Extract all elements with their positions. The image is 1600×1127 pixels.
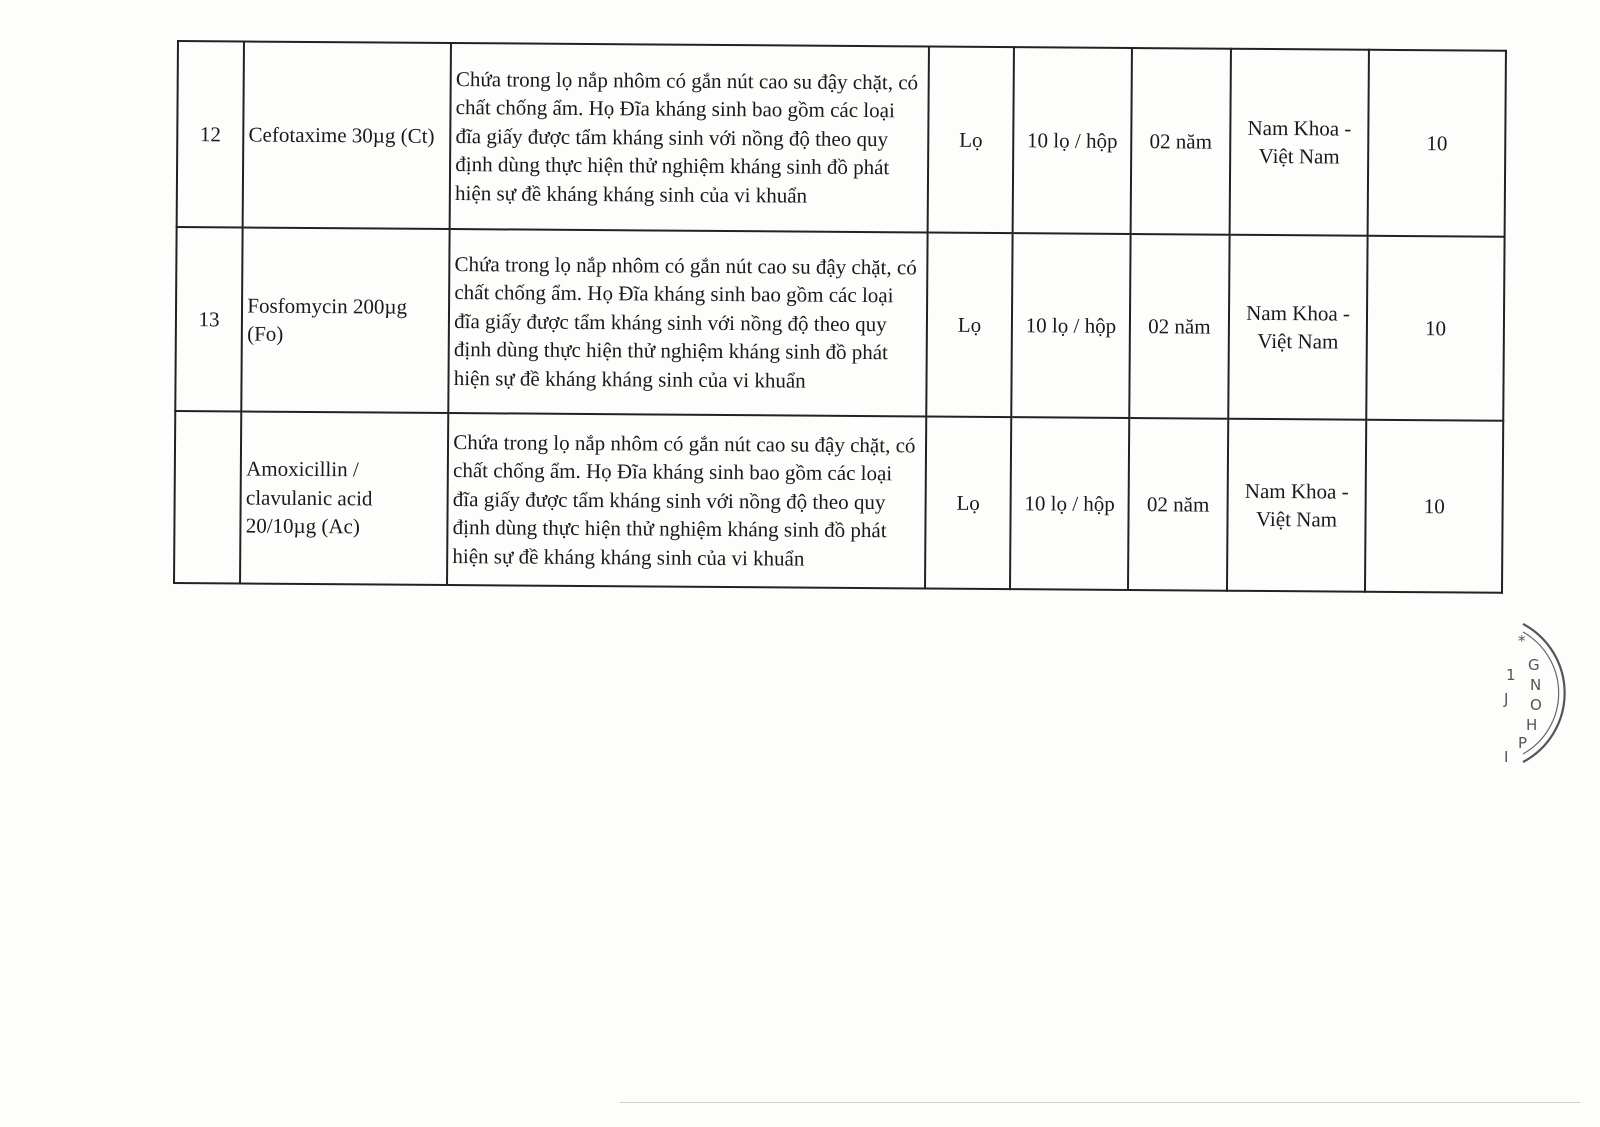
- product-table: [173, 40, 1507, 594]
- scan-edge-line: [620, 1102, 1580, 1103]
- table-row: [174, 411, 1503, 593]
- product-name: Amoxicillin / clavulanic acid 20/10µg (Ac): [240, 411, 448, 585]
- shelf-life: 02 năm: [1128, 418, 1228, 591]
- product-description: Chứa trong lọ nắp nhôm có gắn nút cao su đậy chặt, có chất chống ẩm. Họ Đĩa kháng sinh bao gồm các loại đĩa giấy được tẩm kháng sinh với nồng độ theo quy định dùng thực hiện thử nghiệm kháng sinh đồ phát hiện sự đề kháng kháng sinh của vi khuẩn: [450, 43, 930, 233]
- shelf-life: 02 năm: [1131, 48, 1231, 235]
- packing: 10 lọ / hộp: [1012, 47, 1132, 234]
- packing: 10 lọ / hộp: [1010, 417, 1130, 590]
- table-row: [175, 227, 1504, 421]
- origin: Nam Khoa - Việt Nam: [1228, 235, 1368, 420]
- row-number: [174, 411, 242, 583]
- stamp-text: * G N O H P I 1 J: [1504, 632, 1542, 766]
- quantity: 10: [1367, 236, 1505, 421]
- unit: Lọ: [925, 417, 1011, 590]
- official-stamp: [1490, 612, 1600, 772]
- origin: Nam Khoa - Việt Nam: [1229, 49, 1369, 236]
- row-number: 12: [177, 41, 245, 227]
- row-number: 13: [175, 227, 243, 411]
- unit: Lọ: [928, 47, 1014, 234]
- table-row: [177, 41, 1506, 237]
- quantity: 10: [1368, 50, 1506, 237]
- quantity: 10: [1365, 420, 1503, 593]
- origin: Nam Khoa - Việt Nam: [1227, 419, 1367, 592]
- shelf-life: 02 năm: [1130, 234, 1230, 419]
- product-name: Fosfomycin 200µg (Fo): [242, 227, 450, 413]
- product-description: Chứa trong lọ nắp nhôm có gắn nút cao su đậy chặt, có chất chống ẩm. Họ Đĩa kháng sinh bao gồm các loại đĩa giấy được tẩm kháng sinh với nồng độ theo quy định dùng thực hiện thử nghiệm kháng sinh đồ phát hiện sự đề kháng kháng sinh của vi khuẩn: [448, 229, 927, 417]
- product-description: Chứa trong lọ nắp nhôm có gắn nút cao su đậy chặt, có chất chống ẩm. Họ Đĩa kháng sinh bao gồm các loại đĩa giấy được tẩm kháng sinh với nồng độ theo quy định dùng thực hiện thử nghiệm kháng sinh đồ phát hiện sự đề kháng kháng sinh của vi khuẩn: [447, 413, 926, 589]
- product-name: Cefotaxime 30µg (Ct): [243, 41, 451, 229]
- packing: 10 lọ / hộp: [1011, 233, 1131, 418]
- unit: Lọ: [927, 233, 1013, 418]
